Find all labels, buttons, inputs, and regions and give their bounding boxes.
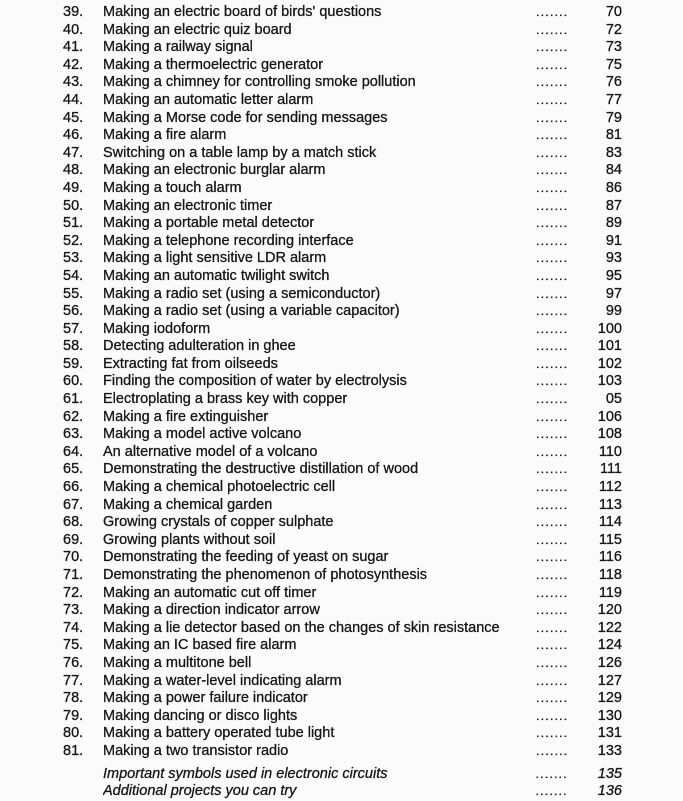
toc-entry-title: Making an electronic timer <box>103 197 273 214</box>
toc-entry-number: 65. <box>63 461 84 478</box>
toc-leader-dots: ....... <box>536 74 569 90</box>
toc-entry-number: 68. <box>63 514 84 531</box>
toc-leader-dots: ....... <box>536 783 569 799</box>
toc-row <box>63 91 622 109</box>
toc-entry-title: Making an automatic twilight switch <box>103 267 330 284</box>
toc-leader-dots: ....... <box>536 690 569 706</box>
toc-entry-page: 100 <box>597 320 622 337</box>
toc-row <box>63 355 622 373</box>
toc-entry-title: Making an electric quiz board <box>103 21 292 38</box>
toc-entry-page: 130 <box>597 707 622 724</box>
toc-entry-number: 43. <box>63 74 84 91</box>
toc-entry-page: 129 <box>597 690 622 707</box>
toc-entry-title: Making a chemical garden <box>103 496 273 513</box>
toc-leader-dots: ....... <box>536 654 569 670</box>
toc-entry-number: 57. <box>63 320 84 337</box>
toc-entry-page: 133 <box>597 742 622 759</box>
toc-entry-page: 83 <box>605 144 622 161</box>
toc-entry-title: Switching on a table lamp by a match stick <box>103 144 377 161</box>
toc-entry-page: 91 <box>605 232 622 249</box>
toc-entry-page: 87 <box>605 197 622 214</box>
toc-row <box>63 109 622 127</box>
toc-entry-number: 55. <box>63 285 84 302</box>
toc-row <box>63 73 622 91</box>
toc-leader-dots: ....... <box>536 426 569 442</box>
toc-row <box>63 619 622 637</box>
toc-row <box>63 672 622 690</box>
toc-entry-page: 95 <box>605 267 622 284</box>
toc-entry-title: Finding the composition of water by electrolysis <box>103 373 407 390</box>
toc-entry-number: 73. <box>63 602 84 619</box>
toc-entry-page: 72 <box>605 21 622 38</box>
toc-entry-page: 108 <box>597 426 622 443</box>
toc-leader-dots: ....... <box>536 179 569 195</box>
toc-leader-dots: ....... <box>536 127 569 143</box>
toc-entry-title: Growing plants without soil <box>103 531 276 548</box>
toc-leader-dots: ....... <box>536 109 569 125</box>
toc-entry-title: Making an automatic cut off timer <box>103 584 317 601</box>
toc-row <box>63 782 622 800</box>
toc-entry-page: 136 <box>597 783 622 800</box>
toc-leader-dots: ....... <box>536 619 569 635</box>
toc-entry-number: 64. <box>63 443 84 460</box>
toc-entry-page: 89 <box>605 215 622 232</box>
toc-entry-title: Making a two transistor radio <box>103 742 289 759</box>
toc-entry-page: 81 <box>605 127 622 144</box>
toc-leader-dots: ....... <box>536 514 569 530</box>
toc-entry-page: 114 <box>598 514 622 531</box>
toc-leader-dots: ....... <box>536 285 569 301</box>
toc-entry-page: 73 <box>605 39 622 56</box>
toc-leader-dots: ....... <box>536 391 569 407</box>
toc-row <box>63 513 622 531</box>
toc-entry-number: 60. <box>63 373 84 390</box>
toc-leader-dots: ....... <box>536 443 569 459</box>
toc-row <box>63 249 622 267</box>
toc-row <box>63 742 622 760</box>
toc-row <box>63 584 622 602</box>
toc-entry-page: 120 <box>597 602 622 619</box>
toc-leader-dots: ....... <box>536 373 569 389</box>
toc-entry-page: 05 <box>605 391 622 408</box>
toc-entry-number: 52. <box>63 232 84 249</box>
toc-row <box>63 636 622 654</box>
toc-entry-number: 66. <box>63 479 84 496</box>
toc-leader-dots: ....... <box>536 197 569 213</box>
toc-entry-title: Making a portable metal detector <box>103 215 315 232</box>
toc-row <box>63 408 622 426</box>
toc-row <box>63 390 622 408</box>
toc-leader-dots: ....... <box>536 765 569 781</box>
toc-row <box>63 478 622 496</box>
toc-entry-title: Electroplating a brass key with copper <box>103 391 348 408</box>
toc-leader-dots: ....... <box>536 267 569 283</box>
toc-row <box>63 460 622 478</box>
toc-leader-dots: ....... <box>536 408 569 424</box>
toc-entry-title: Making an IC based fire alarm <box>103 637 297 654</box>
toc-entry-page: 75 <box>605 56 622 73</box>
toc-row <box>63 144 622 162</box>
toc-entry-title: Making an electronic burglar alarm <box>103 162 326 179</box>
toc-entry-number: 41. <box>63 39 84 56</box>
toc-row <box>63 689 622 707</box>
toc-leader-dots: ....... <box>536 338 569 354</box>
toc-row <box>63 267 622 285</box>
toc-entry-page: 110 <box>598 443 622 460</box>
toc-leader-dots: ....... <box>536 584 569 600</box>
toc-entry-title: Making a touch alarm <box>103 179 242 196</box>
toc-entry-number: 77. <box>63 672 84 689</box>
toc-leader-dots: ....... <box>536 39 569 55</box>
toc-leader-dots: ....... <box>536 320 569 336</box>
toc-entry-number: 47. <box>63 144 84 161</box>
toc-entry-title: Making a radio set (using a variable capacitor) <box>103 303 400 320</box>
toc-entry-title: Making a chimney for controlling smoke pollution <box>103 74 416 91</box>
toc-entry-number: 56. <box>63 303 84 320</box>
toc-entry-number: 39. <box>63 4 84 20</box>
toc-entry-title: Making a multitone bell <box>103 654 252 671</box>
toc-entry-page: 102 <box>597 355 622 372</box>
toc-leader-dots: ....... <box>536 725 569 741</box>
toc-leader-dots: ....... <box>536 496 569 512</box>
toc-entry-number: 75. <box>63 637 84 654</box>
toc-entry-title: Making an electric board of birds' questions <box>103 4 382 20</box>
toc-leader-dots: ....... <box>536 355 569 371</box>
toc-entry-page: 115 <box>598 531 622 548</box>
toc-entry-page: 79 <box>605 109 622 126</box>
toc-leader-dots: ....... <box>536 531 569 547</box>
toc-leader-dots: ....... <box>536 549 569 565</box>
toc-entry-title: Making a power failure indicator <box>103 690 308 707</box>
toc-leader-dots: ....... <box>536 21 569 37</box>
toc-row <box>63 566 622 584</box>
toc-row <box>63 654 622 672</box>
toc-entry-page: 119 <box>598 584 622 601</box>
toc-leader-dots: ....... <box>536 4 569 19</box>
toc-entry-title: Making a battery operated tube light <box>103 725 335 742</box>
toc-entry-page: 127 <box>597 672 622 689</box>
toc-entry-page: 111 <box>599 461 622 478</box>
toc-entry-number: 54. <box>63 267 84 284</box>
toc-leader-dots: ....... <box>536 232 569 248</box>
toc-leader-dots: ....... <box>536 672 569 688</box>
toc-entry-number: 44. <box>63 91 84 108</box>
toc-entry-page: 112 <box>598 479 622 496</box>
toc-row <box>63 425 622 443</box>
toc-row <box>63 302 622 320</box>
toc-entry-number: 46. <box>63 127 84 144</box>
toc-leader-dots: ....... <box>536 303 569 319</box>
toc-entry-page: 70 <box>605 4 622 20</box>
toc-entry-number: 49. <box>63 179 84 196</box>
toc-row <box>63 531 622 549</box>
toc-entry-title: Growing crystals of copper sulphate <box>103 514 334 531</box>
toc-entry-title: Making a Morse code for sending messages <box>103 109 388 126</box>
toc-entry-page: 76 <box>605 74 622 91</box>
toc-entry-number: 42. <box>63 56 84 73</box>
toc-row <box>63 126 622 144</box>
toc-entry-title: Making a chemical photoelectric cell <box>103 479 336 496</box>
toc-entry-number: 58. <box>63 338 84 355</box>
toc-entry-page: 86 <box>605 179 622 196</box>
toc-entry-page: 126 <box>597 654 622 671</box>
toc-leader-dots: ....... <box>536 91 569 107</box>
toc-entry-number: 78. <box>63 690 84 707</box>
toc-entry-number: 50. <box>63 197 84 214</box>
toc-entry-title: Making a radio set (using a semiconductor) <box>103 285 381 302</box>
toc-entry-title: Making a lie detector based on the changes of skin resistance <box>103 619 500 636</box>
toc-row <box>63 179 622 197</box>
toc-row <box>63 38 622 56</box>
toc-entry-title: Making a water-level indicating alarm <box>103 672 342 689</box>
toc-entry-title: Making a direction indicator arrow <box>103 602 320 619</box>
toc-row <box>63 337 622 355</box>
toc-leader-dots: ....... <box>536 567 569 582</box>
toc-row <box>63 707 622 725</box>
toc-entry-page: 106 <box>597 408 622 425</box>
toc-row <box>63 320 622 338</box>
toc-row <box>63 197 622 215</box>
toc-entry-title: Demonstrating the phenomenon of photosynthesis <box>103 567 428 583</box>
toc-entry-number: 51. <box>63 215 84 232</box>
toc-entry-number: 81. <box>63 742 84 759</box>
toc-leader-dots: ....... <box>536 742 569 758</box>
toc-leader-dots: ....... <box>536 637 569 653</box>
toc-entry-number: 80. <box>63 725 84 742</box>
toc-entry-number: 72. <box>63 584 84 601</box>
toc-entry-number: 59. <box>63 355 84 372</box>
toc-leader-dots: ....... <box>536 144 569 160</box>
toc-row <box>63 3 622 21</box>
toc-entry-page: 116 <box>598 549 622 566</box>
toc-leader-dots: ....... <box>536 250 569 266</box>
toc-entry-page: 118 <box>598 567 622 583</box>
toc-entry-number: 63. <box>63 426 84 443</box>
toc-entry-number: 74. <box>63 619 84 636</box>
toc-leader-dots: ....... <box>536 215 569 231</box>
toc-entry-number: 45. <box>63 109 84 126</box>
toc-entry-number: 61. <box>63 391 84 408</box>
toc-entry-page: 113 <box>598 496 622 513</box>
toc-list <box>63 3 622 800</box>
toc-entry-title: Making a model active volcano <box>103 426 302 443</box>
toc-entry-page: 84 <box>605 162 622 179</box>
toc-leader-dots: ....... <box>536 479 569 495</box>
toc-entry-number: 69. <box>63 531 84 548</box>
toc-row <box>63 372 622 390</box>
toc-entry-page: 101 <box>597 338 622 355</box>
toc-leader-dots: ....... <box>536 162 569 178</box>
toc-entry-number: 70. <box>63 549 84 566</box>
toc-entry-title: Making a fire extinguisher <box>103 408 269 425</box>
toc-entry-number: 79. <box>63 707 84 724</box>
toc-leader-dots: ....... <box>536 602 569 618</box>
toc-row <box>63 56 622 74</box>
toc-row <box>63 21 622 39</box>
toc-entry-title: Making an automatic letter alarm <box>103 91 314 108</box>
toc-entry-title: Making a light sensitive LDR alarm <box>103 250 327 267</box>
toc-row <box>63 214 622 232</box>
toc-row <box>63 285 622 303</box>
toc-leader-dots: ....... <box>536 56 569 72</box>
toc-entry-page: 77 <box>605 91 622 108</box>
toc-entry-number: 76. <box>63 654 84 671</box>
toc-entry-title: Making a railway signal <box>103 39 253 56</box>
toc-entry-number: 71. <box>63 567 84 583</box>
toc-row <box>63 601 622 619</box>
toc-entry-title: Additional projects you can try <box>103 783 297 800</box>
toc-entry-title: Demonstrating the destructive distillation of wood <box>103 461 419 478</box>
toc-entry-title: Making a fire alarm <box>103 127 227 144</box>
toc-row <box>63 724 622 742</box>
toc-leader-dots: ....... <box>536 707 569 723</box>
toc-entry-page: 103 <box>597 373 622 390</box>
toc-row <box>63 548 622 566</box>
toc-entry-title: Making a thermoelectric generator <box>103 56 324 73</box>
toc-entry-title: Detecting adulteration in ghee <box>103 338 296 355</box>
toc-entry-title: Making dancing or disco lights <box>103 707 298 724</box>
toc-entry-page: 97 <box>605 285 622 302</box>
toc-row <box>63 496 622 514</box>
toc-row <box>63 765 622 783</box>
toc-entry-title: Making a telephone recording interface <box>103 232 354 249</box>
toc-entry-number: 53. <box>63 250 84 267</box>
toc-entry-number: 62. <box>63 408 84 425</box>
toc-row <box>63 161 622 179</box>
toc-leader-dots: ....... <box>536 461 569 477</box>
toc-entry-title: Making iodoform <box>103 320 211 337</box>
toc-entry-number: 40. <box>63 21 84 38</box>
toc-entry-page: 99 <box>605 303 622 320</box>
toc-entry-number: 67. <box>63 496 84 513</box>
toc-entry-title: Extracting fat from oilseeds <box>103 355 278 372</box>
toc-entry-page: 135 <box>597 765 622 782</box>
toc-entry-page: 124 <box>597 637 622 654</box>
toc-entry-title: Important symbols used in electronic circuits <box>103 765 388 782</box>
toc-entry-page: 122 <box>597 619 622 636</box>
toc-entry-title: Demonstrating the feeding of yeast on sugar <box>103 549 389 566</box>
toc-row <box>63 232 622 250</box>
toc-row <box>63 443 622 461</box>
toc-entry-page: 131 <box>597 725 622 742</box>
toc-entry-number: 48. <box>63 162 84 179</box>
toc-entry-page: 93 <box>605 250 622 267</box>
toc-entry-title: An alternative model of a volcano <box>103 443 318 460</box>
